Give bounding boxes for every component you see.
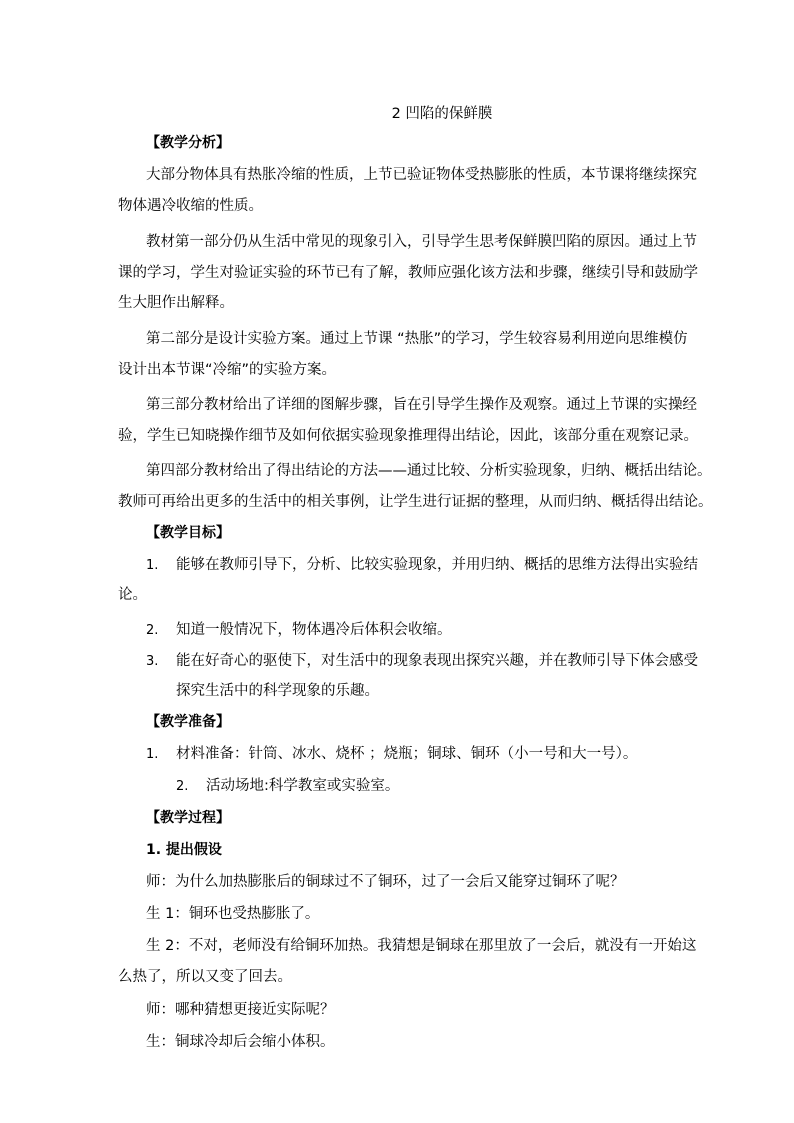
analysis-paragraph-1-line-2: 物体遇冷收缩的性质。 <box>118 198 263 214</box>
goals-item-3 <box>146 651 698 672</box>
goals-item-2-text: 知道一般情况下，物体遇冷后体积会收缩。 <box>176 622 452 638</box>
prep-item-1 <box>146 744 637 765</box>
dialogue-line-2: 生 1：铜环也受热膨胀了。 <box>146 906 320 922</box>
section-heading-analysis: 【教学分析】 <box>146 135 230 151</box>
analysis-paragraph-5-line-1: 第四部分教材给出了得出结论的方法——通过比较、分析实验现象，归纳、概括出结论。 <box>146 463 712 479</box>
goals-item-1-number: 1. <box>146 558 159 573</box>
dialogue-line-1: 师：为什么加热膨胀后的铜球过不了铜环，过了一会后又能穿过铜环了呢？ <box>146 874 625 890</box>
analysis-paragraph-5-line-2: 教师可再给出更多的生活中的相关事例，让学生进行证据的整理，从而归纳、概括得出结论。 <box>118 494 713 510</box>
dialogue-line-3: 生 2：不对，老师没有给铜环加热。我猜想是铜球在那里放了一会后，就没有一开始这 <box>146 938 697 954</box>
goals-item-2-number: 2. <box>146 623 159 638</box>
dialogue-line-3-continued: 么热了，所以又变了回去。 <box>118 969 292 985</box>
analysis-paragraph-2-line-3: 生大胆作出解释。 <box>118 295 234 311</box>
goals-item-1-line-2: 论。 <box>118 587 147 603</box>
process-subheading-hypothesis: 1. 提出假设 <box>146 842 222 858</box>
analysis-paragraph-3-line-2: 设计出本节课“冷缩”的实验方案。 <box>118 362 337 378</box>
section-heading-process: 【教学过程】 <box>146 810 230 826</box>
analysis-paragraph-4-line-1: 第三部分教材给出了详细的图解步骤，旨在引导学生操作及观察。通过上节课的实操经 <box>146 397 697 413</box>
analysis-paragraph-1-line-1: 大部分物体具有热胀冷缩的性质，上节已验证物体受热膨胀的性质，本节课将继续探究 <box>146 167 697 183</box>
analysis-paragraph-4-line-2: 验，学生已知晓操作细节及如何依据实验现象推理得出结论，因此，该部分重在观察记录。 <box>118 428 698 444</box>
goals-item-3-text: 能在好奇心的驱使下，对生活中的现象表现出探究兴趣，并在教师引导下体会感受 <box>176 653 698 669</box>
dialogue-line-5: 生：铜球冷却后会缩小体积。 <box>146 1034 335 1050</box>
prep-item-2-number: 2. <box>176 779 189 794</box>
page-title: 2 凹陷的保鲜膜 <box>391 106 493 122</box>
dialogue-line-4: 师：哪种猜想更接近实际呢？ <box>146 1002 335 1018</box>
prep-item-2 <box>176 776 399 797</box>
analysis-paragraph-2-line-2: 课的学习，学生对验证实验的环节已有了解，教师应强化该方法和步骤，继续引导和鼓励学 <box>118 265 698 281</box>
analysis-paragraph-3-line-1: 第二部分是设计实验方案。通过上节课 “热胀”的学习，学生较容易利用逆向思维模仿 <box>146 331 688 347</box>
goals-item-2 <box>146 620 452 641</box>
goals-item-1-text: 能够在教师引导下，分析、比较实验现象，并用归纳、概括的思维方法得出实验结 <box>176 557 698 573</box>
analysis-paragraph-2-line-1: 教材第一部分仍从生活中常见的现象引入，引导学生思考保鲜膜凹陷的原因。通过上节 <box>146 234 697 250</box>
prep-item-1-number: 1. <box>146 747 159 762</box>
section-heading-goals: 【教学目标】 <box>146 525 230 541</box>
goals-item-3-number: 3. <box>146 654 159 669</box>
goals-item-3-line-2: 探究生活中的科学现象的乐趣。 <box>176 683 379 699</box>
prep-item-2-text: 活动场地:科学教室或实验室。 <box>206 778 400 794</box>
section-heading-prep: 【教学准备】 <box>146 714 230 730</box>
goals-item-1 <box>146 555 698 576</box>
prep-item-1-text: 材料准备：针筒、冰水、烧杯 ；烧瓶；铜球、铜环（小一号和大一号）。 <box>176 746 638 762</box>
